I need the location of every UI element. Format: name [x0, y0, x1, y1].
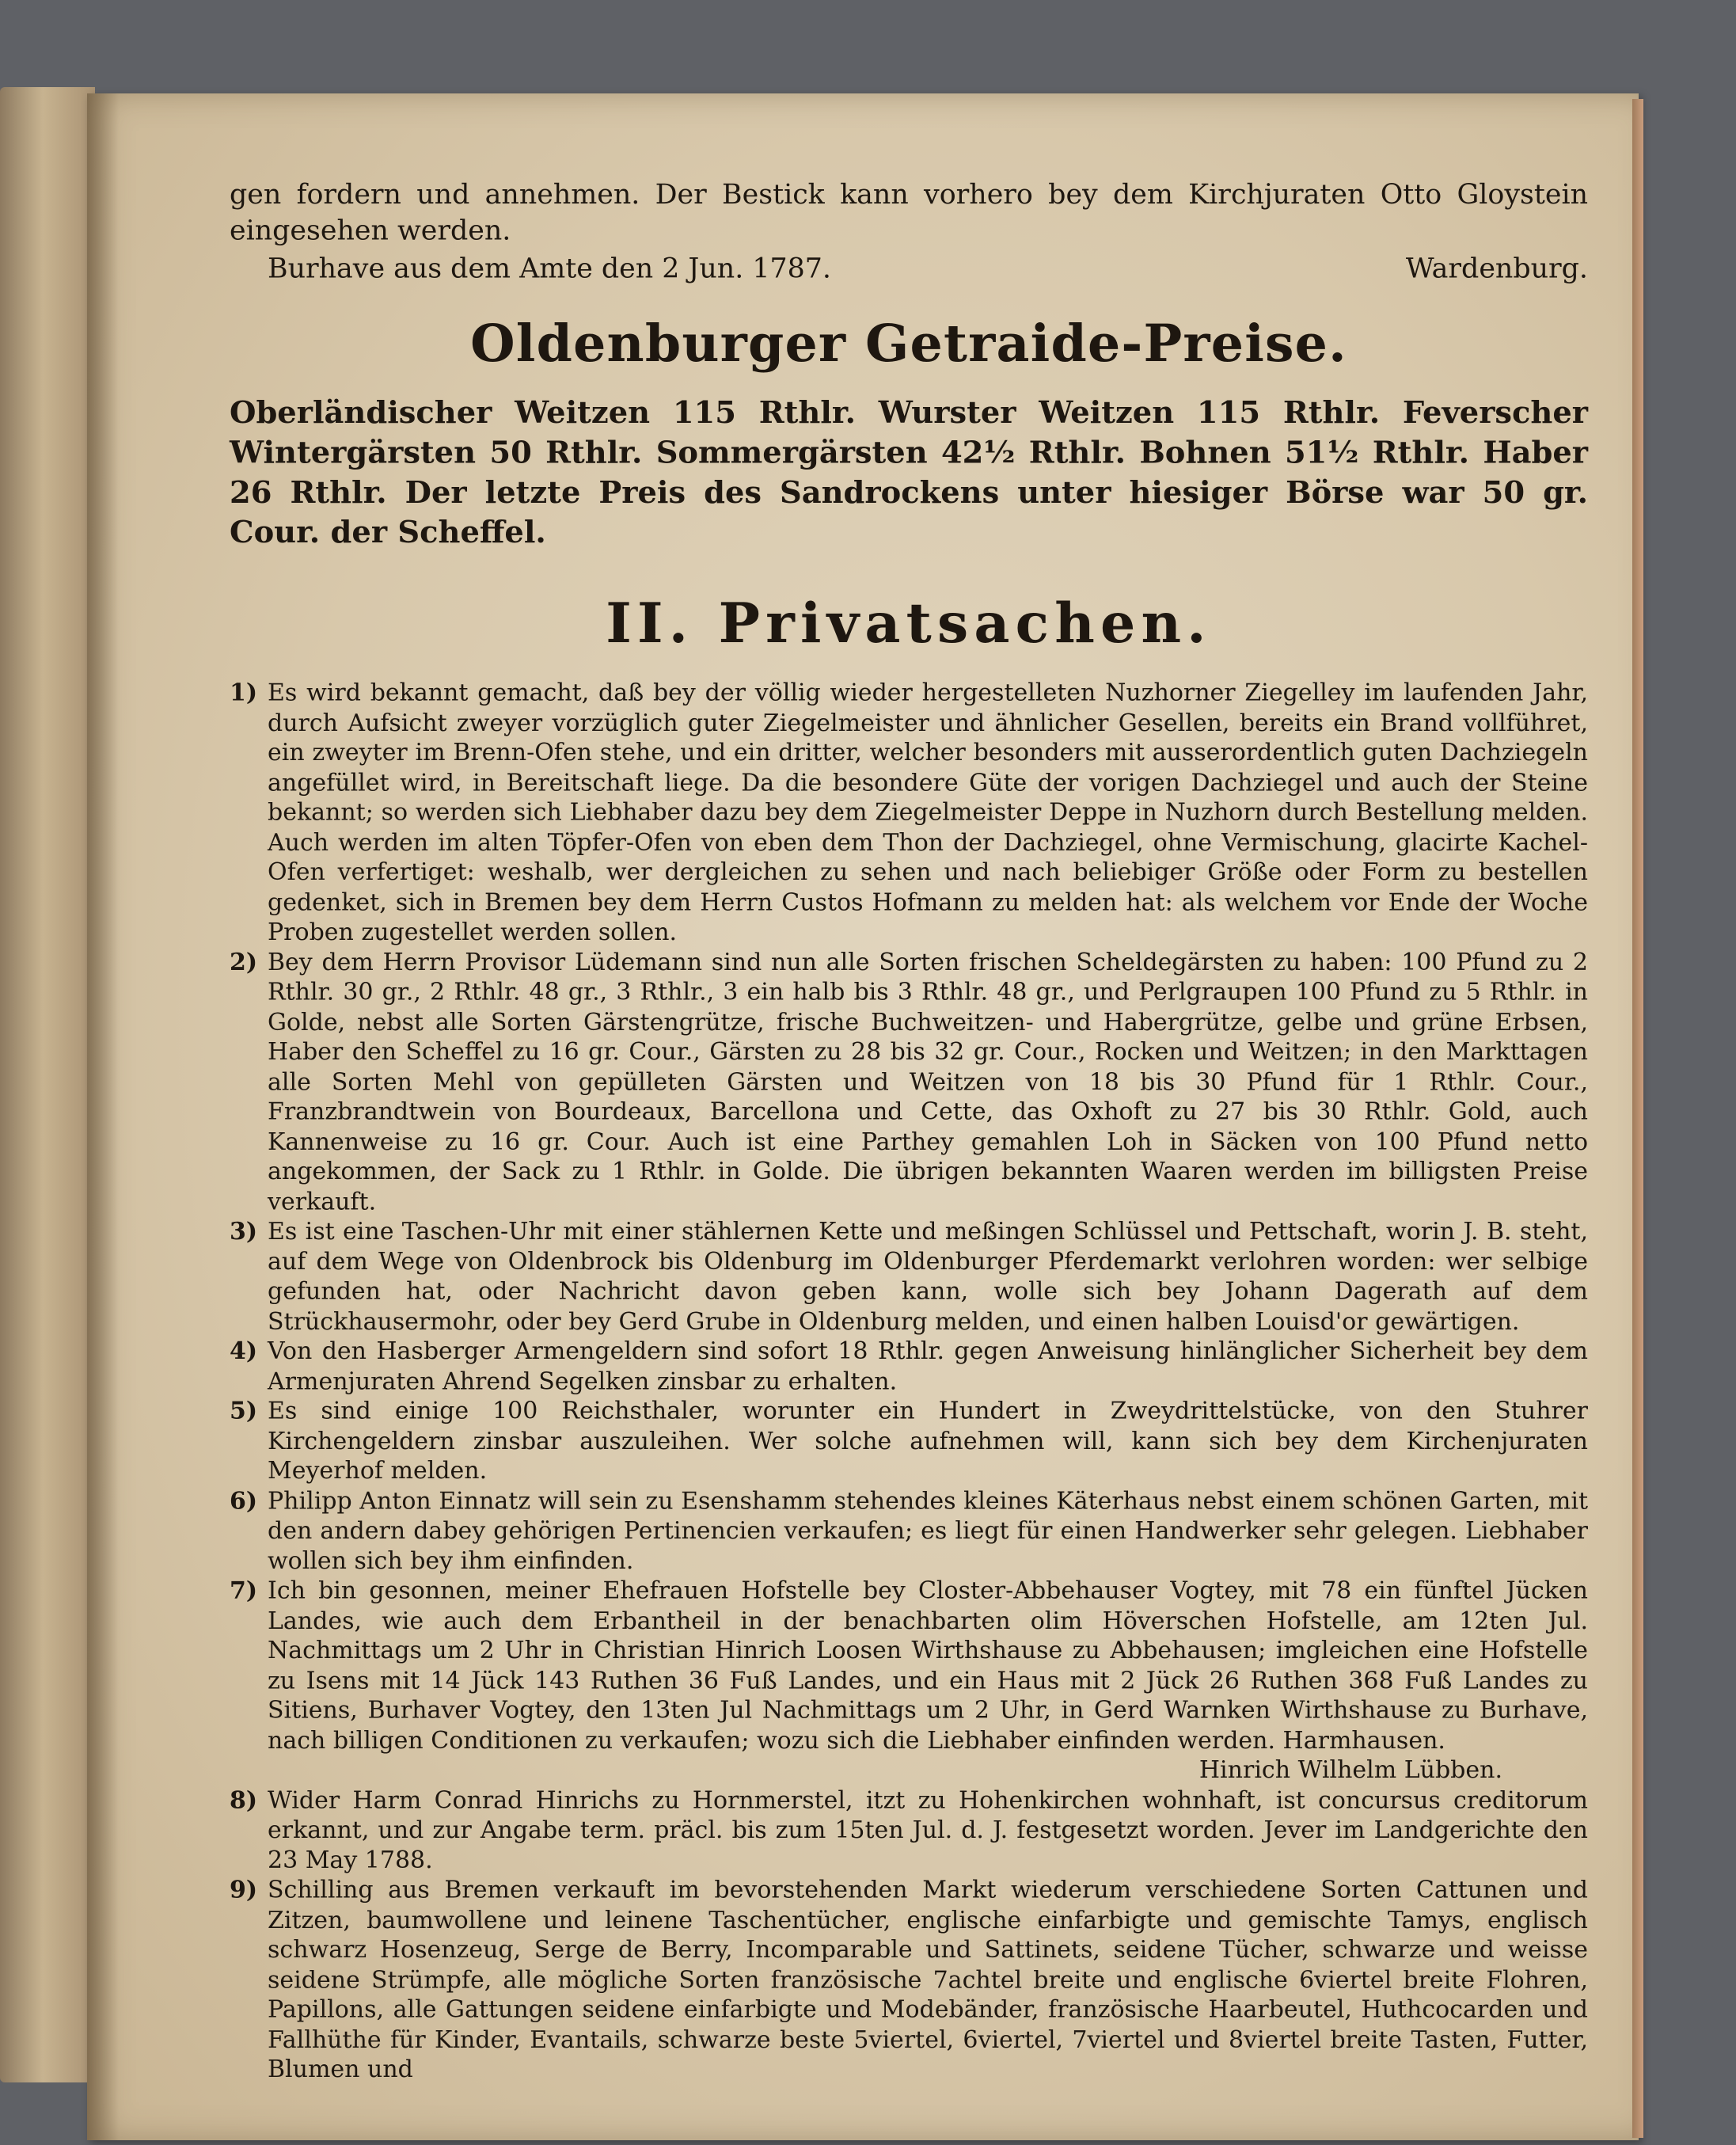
item-number: 4) [230, 1337, 258, 1365]
page-fore-edge [1632, 99, 1643, 2138]
privat-item [230, 947, 1588, 1216]
privat-item [230, 1336, 1588, 1396]
item-number: 2) [230, 948, 258, 976]
item-number: 1) [230, 678, 258, 706]
page-spine-shadow [87, 93, 119, 2140]
privat-item [230, 1875, 1588, 2085]
prices-heading: Oldenburger Getraide-Preise. [470, 312, 1347, 374]
privat-item [230, 1396, 1588, 1485]
item-number: 9) [230, 1875, 258, 1903]
item-text: Philipp Anton Einnatz will sein zu Esenshamm stehendes kleines Käterhaus nebst einem schönen Garten, mit den andern dabey gehörigen Pertinencien verkaufen; es liegt für einen Handwerker sehr gelegen. Liebhaber wollen sich bey ihm einfinden. [268, 1486, 1589, 1574]
prices-text: Oberländischer Weitzen 115 Rthlr. Wurster Weitzen 115 Rthlr. Feverscher Wintergärsten 50 Rthlr. Sommergärsten 42½ Rthlr. Bohnen 51½ Rthlr. Haber 26 Rthlr. Der letzte Preis des Sandrockens unter hiesiger Börse war 50 gr. Cour. der Scheffel. [230, 394, 1589, 550]
privat-heading: II. Privatsachen. [606, 591, 1212, 656]
item-text: Bey dem Herrn Provisor Lüdemann sind nun alle Sorten frischen Scheldegärsten zu haben: 100 Pfund zu 2 Rthlr. 30 gr., 2 Rthlr. 48 gr., 3 Rthlr., 3 ein halb bis 3 Rthlr. 48 gr., und Perlgraupen 100 Pfund zu 5 Rthlr. in Golde, nebst alle Sorten Gärstengrütze, frische Buchweitzen- und Habergrütze, gelbe und grüne Erbsen, Haber den Scheffel zu 16 gr. Cour., Gärsten zu 28 bis 32 gr. Cour., Rocken und Weitzen; in den Markttagen alle Sorten Mehl von gepülleten Gärsten und Weitzen von 18 bis 30 Pfund für 1 Rthlr. Cour., Franzbrandtwein von Bourdeaux, Barcellona und Cette, das Oxhoft zu 27 bis 30 Rthlr. Gold, auch Kannenweise zu 16 gr. Cour. Auch ist eine Parthey gemahlen Loh in Säcken von 100 Pfund netto angekommen, der Sack zu 1 Rthlr. in Golde. Die übrigen bekannten Waaren werden im billigsten Preise verkauft. [268, 948, 1589, 1215]
item-number: 6) [230, 1486, 258, 1515]
item-text: Von den Hasberger Armengeldern sind sofort 18 Rthlr. gegen Anweisung hinlänglicher Sicherheit bey dem Armenjuraten Ahrend Segelken zinsbar zu erhalten. [268, 1337, 1589, 1395]
item-text: Ich bin gesonnen, meiner Ehefrauen Hofstelle bey Closter-Abbehauser Vogtey, mit 78 ein fünftel Jücken Landes, wie auch dem Erbantheil in der benachbarten olim Höverschen Hofstelle, am 12ten Jul. Nachmittags um 2 Uhr in Christian Hinrich Loosen Wirthshause zu Abbehausen; imgleichen eine Hofstelle zu Isens mit 14 Jück 143 Ruthen 36 Fuß Landes, und ein Haus mit 2 Jück 26 Ruthen 368 Fuß Landes zu Sitiens, Burhaver Vogtey, den 13ten Jul Nachmittags um 2 Uhr, in Gerd Warnken Wirthshause zu Burhave, nach billigen Conditionen zu verkaufen; wozu sich die Liebhaber einfinden werden. Harmhausen. [268, 1576, 1589, 1754]
item-signature: Hinrich Wilhelm Lübben. [1198, 1755, 1503, 1784]
item-number: 5) [230, 1397, 258, 1424]
item-text: Es ist eine Taschen-Uhr mit einer stählernen Kette und meßingen Schlüssel und Pettschaft, worin J. B. steht, auf dem Wege von Oldenbrock bis Oldenburg im Oldenburger Pferdemarkt verlohren worden: wer selbige gefunden hat, oder Nachricht davon geben kann, wolle sich bey Johann Dagerath auf dem Strückhausermohr, oder bey Gerd Grube in Oldenburg melden, und einen halben Louisd'or gewärtigen. [268, 1217, 1589, 1335]
item-number: 7) [230, 1576, 258, 1604]
item-text: Schilling aus Bremen verkauft im bevorstehenden Markt wiederum verschiedene Sorten Cattunen und Zitzen, baumwollene und leinene Taschentücher, englische einfarbigte und gemischte Tamys, englisch schwarz Hosenzeug, Serge de Berry, Incomparable und Sattinets, seidene Tücher, schwarze und weisse seidene Strümpfe, alle mögliche Sorten französische 7achtel breite und englische 6viertel breite Flohren, Papillons, alle Gattungen seidene einfarbigte und Modebänder, französische Haarbeutel, Huthcocarden und Fallhüthe für Kinder, Evantails, schwarze beste 5viertel, 6viertel, 7viertel und 8viertel breite Tasten, Futter, Blumen und [268, 1875, 1589, 2083]
left-page-edge [0, 87, 95, 2082]
privat-item [230, 1576, 1588, 1755]
privat-items [230, 678, 1588, 2085]
intro-signature: Wardenburg. [1405, 252, 1589, 284]
privat-item [230, 678, 1588, 947]
item-text: Es sind einige 100 Reichsthaler, worunter ein Hundert in Zweydrittelstücke, von den Stuhrer Kirchengeldern zinsbar auszuleihen. Wer solche aufnehmen will, kann sich bey dem Kirchenjuraten Meyerhof melden. [268, 1397, 1589, 1485]
intro-place-date: Burhave aus dem Amte den 2 Jun. 1787. [268, 252, 831, 284]
page-content [230, 176, 1588, 2084]
item-number: 3) [230, 1217, 258, 1245]
item-text: Wider Harm Conrad Hinrichs zu Hornmerstel, itzt zu Hohenkirchen wohnhaft, ist concursus creditorum erkannt, und zur Angabe term. präcl. bis zum 15ten Jul. d. J. festgesetzt worden. Jever im Landgerichte den 23 May 1788. [268, 1786, 1589, 1873]
privat-item [230, 1485, 1588, 1575]
privat-item [230, 1785, 1588, 1874]
item-text: Es wird bekannt gemacht, daß bey der völlig wieder hergestelleten Nuzhorner Ziegelley im laufenden Jahr, durch Aufsicht zweyer vorzüglich guter Ziegelmeister und ähnlicher Gesellen, bereits ein Brand vollführet, ein zweyter im Brenn-Ofen stehe, und ein dritter, welcher besonders mit ausserordentlich guten Dachziegeln angefüllet wird, in Bereitschaft liege. Da die besondere Güte der vorigen Dachziegel und auch der Steine bekannt; so werden sich Liebhaber dazu bey dem Ziegelmeister Deppe in Nuzhorn durch Bestellung melden. Auch werden im alten Töpfer-Ofen von eben dem Thon der Dachziegel, ohne Vermischung, glacirte Kachel-Ofen verfertiget: weshalb, wer dergleichen zu sehen und nach beliebiger Größe oder Form zu bestellen gedenket, sich in Bremen bey dem Herrn Custos Hofmann zu melden hat: als welchem vor Ende der Woche Proben zugestellet werden sollen. [268, 678, 1589, 945]
intro-date-line [230, 250, 1588, 287]
privat-item [230, 1216, 1588, 1336]
item-number: 8) [230, 1786, 258, 1814]
intro-text: gen fordern und annehmen. Der Bestick kann vorhero bey dem Kirchjuraten Otto Gloystein eingesehen werden. [230, 177, 1589, 246]
